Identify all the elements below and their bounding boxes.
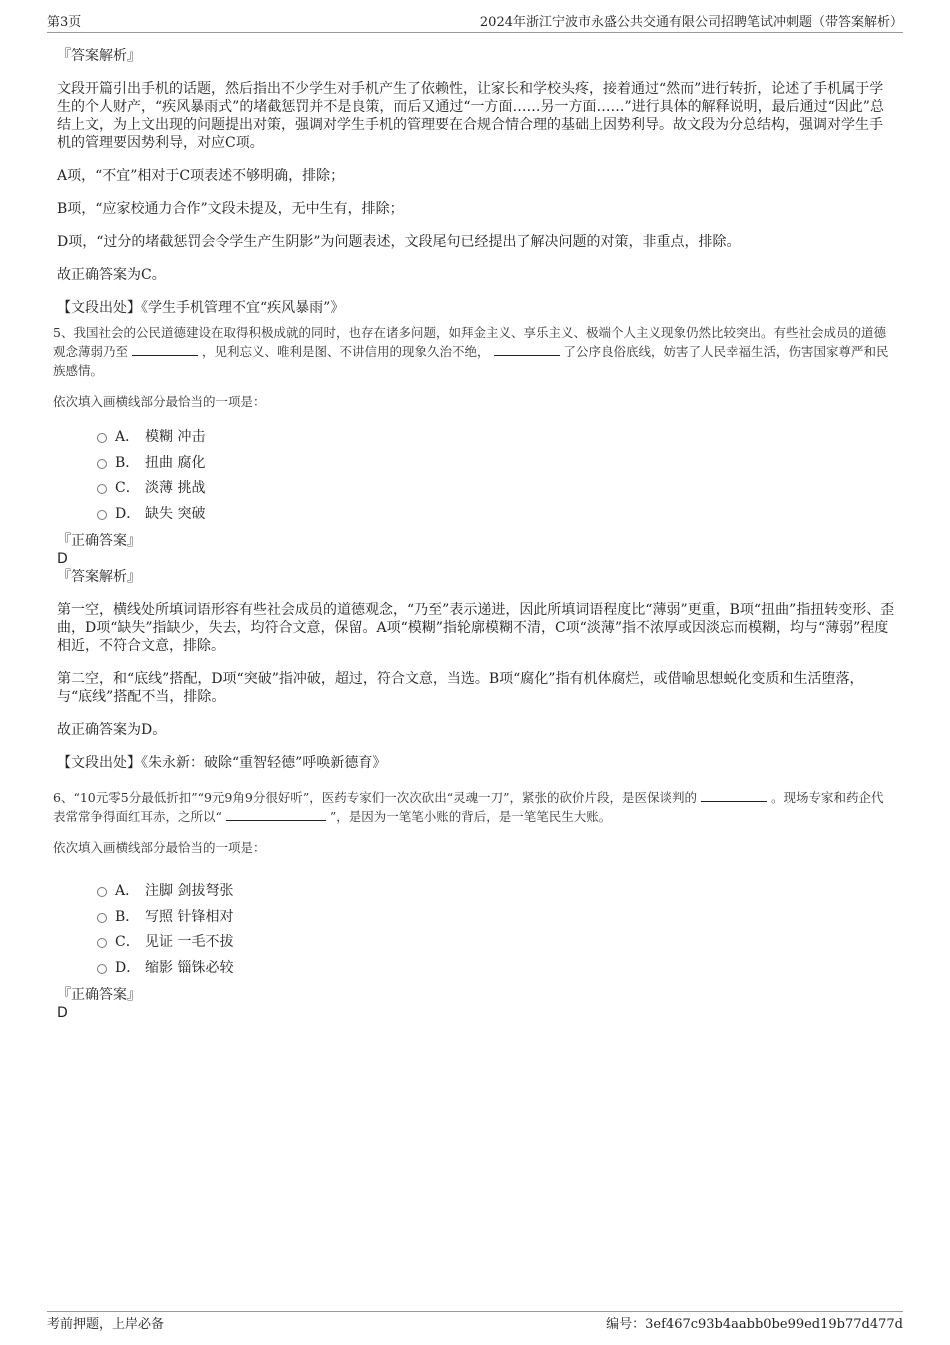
page-number: 第3页 xyxy=(47,15,82,30)
document-code: 编号：3ef467c93b4aabb0be99ed19b77d477d xyxy=(606,1317,903,1332)
radio-icon[interactable] xyxy=(97,913,107,923)
correct-answer: D xyxy=(57,1005,68,1021)
option-c[interactable]: C． 见证 一毛不拔 xyxy=(57,930,895,956)
option-a[interactable]: A． 模糊 冲击 xyxy=(57,425,895,451)
question-prompt: 依次填入画横线部分最恰当的一项是： xyxy=(53,840,266,855)
radio-icon[interactable] xyxy=(97,510,107,520)
correct-answer-label: 『正确答案』 xyxy=(57,987,141,1003)
answer-blank xyxy=(226,808,326,821)
page-footer xyxy=(47,1311,903,1334)
question-prompt: 依次填入画横线部分最恰当的一项是： xyxy=(53,394,266,409)
conclusion: 故正确答案为C。 xyxy=(57,267,166,283)
option-list xyxy=(57,425,895,527)
analysis-label: 『答案解析』 xyxy=(57,569,141,585)
analysis-paragraph: 第一空，横线处所填词语形容有些社会成员的道德观念，“乃至”表示递进，因此所填词语程度比“薄弱”更重，B项“扭曲”指扭转变形、歪曲，D项“缺失”指缺少，失去，均符合文意，保留。A项“模糊”指轮廓模糊不清，C项“淡薄”指不浓厚或因淡忘而模糊，均与“薄弱”程度相近，不符合文意，排除。 xyxy=(57,602,895,654)
answer-blank xyxy=(701,789,767,802)
analysis-option-d: D项，“过分的堵截惩罚会令学生产生阴影”为问题表述，文段尾句已经提出了解决问题的对策，非重点，排除。 xyxy=(57,234,741,250)
source-citation: 【文段出处】《朱永新：破除“重智轻德”呼唤新德育》 xyxy=(57,755,387,771)
correct-answer-label: 『正确答案』 xyxy=(57,533,141,549)
option-a[interactable]: A． 注脚 剑拔弩张 xyxy=(57,879,895,905)
radio-icon[interactable] xyxy=(97,484,107,494)
page-header xyxy=(47,14,903,33)
answer-blank xyxy=(494,343,560,356)
radio-icon[interactable] xyxy=(97,887,107,897)
radio-icon[interactable] xyxy=(97,964,107,974)
analysis-label: 『答案解析』 xyxy=(57,48,141,64)
question-stem: 5、我国社会的公民道德建设在取得积极成就的同时，也存在诸多问题，如拜金主义、享乐主义、极端个人主义现象仍然比较突出。有些社会成员的道德观念薄弱乃至 ，见利忘义、唯利是图、不讲信用的现象久治不绝， 了公序良俗底线，妨害了人民幸福生活，伤害国家尊严和民族感情。 xyxy=(53,325,889,378)
radio-icon[interactable] xyxy=(97,938,107,948)
option-b[interactable]: B． 写照 针锋相对 xyxy=(57,905,895,931)
analysis-paragraph: 文段开篇引出手机的话题，然后指出不少学生对手机产生了依赖性，让家长和学校头疼，接着通过“然而”进行转折，论述了手机属于学生的个人财产，“疾风暴雨式”的堵截惩罚并不是良策，而后又通过“一方面……另一方面……”进行具体的解释说明，最后通过“因此”总结上文，为上文出现的问题提出对策，强调对学生手机的管理要在合规合情合理的基础上因势利导。故文段为分总结构，强调对学生手机的管理要因势利导，对应C项。 xyxy=(57,81,884,151)
answer-blank xyxy=(132,343,198,356)
radio-icon[interactable] xyxy=(97,459,107,469)
page-content xyxy=(53,47,895,1022)
document-title: 2024年浙江宁波市永盛公共交通有限公司招聘笔试冲刺题（带答案解析） xyxy=(479,15,903,30)
option-d[interactable]: D． 缺失 突破 xyxy=(57,502,895,528)
correct-answer: D xyxy=(57,551,68,567)
option-list xyxy=(57,879,895,981)
analysis-option-a: A项，“不宜”相对于C项表述不够明确，排除； xyxy=(57,168,345,184)
radio-icon[interactable] xyxy=(97,433,107,443)
analysis-option-b: B项，“应家校通力合作”文段未提及，无中生有，排除； xyxy=(57,201,404,217)
source-citation: 【文段出处】《学生手机管理不宜“疾风暴雨”》 xyxy=(57,300,345,316)
option-d[interactable]: D． 缩影 锱铢必较 xyxy=(57,956,895,982)
question-stem: 6、“10元零5分最低折扣”“9元9角9分很好听”，医药专家们一次次砍出“灵魂一刀”，紧张的砍价片段，是医保谈判的 。现场专家和药企代表常常争得面红耳赤，之所以“ ”，是因为一笔笔小账的背后，是一笔笔民生大账。 xyxy=(53,790,884,824)
conclusion: 故正确答案为D。 xyxy=(57,722,167,738)
analysis-paragraph: 第二空，和“底线”搭配，D项“突破”指冲破，超过，符合文意，当选。B项“腐化”指有机体腐烂，或借喻思想蜕化变质和生活堕落，与“底线”搭配不当，排除。 xyxy=(57,671,864,705)
footer-slogan: 考前押题，上岸必备 xyxy=(47,1317,165,1332)
option-c[interactable]: C． 淡薄 挑战 xyxy=(57,476,895,502)
option-b[interactable]: B． 扭曲 腐化 xyxy=(57,451,895,477)
